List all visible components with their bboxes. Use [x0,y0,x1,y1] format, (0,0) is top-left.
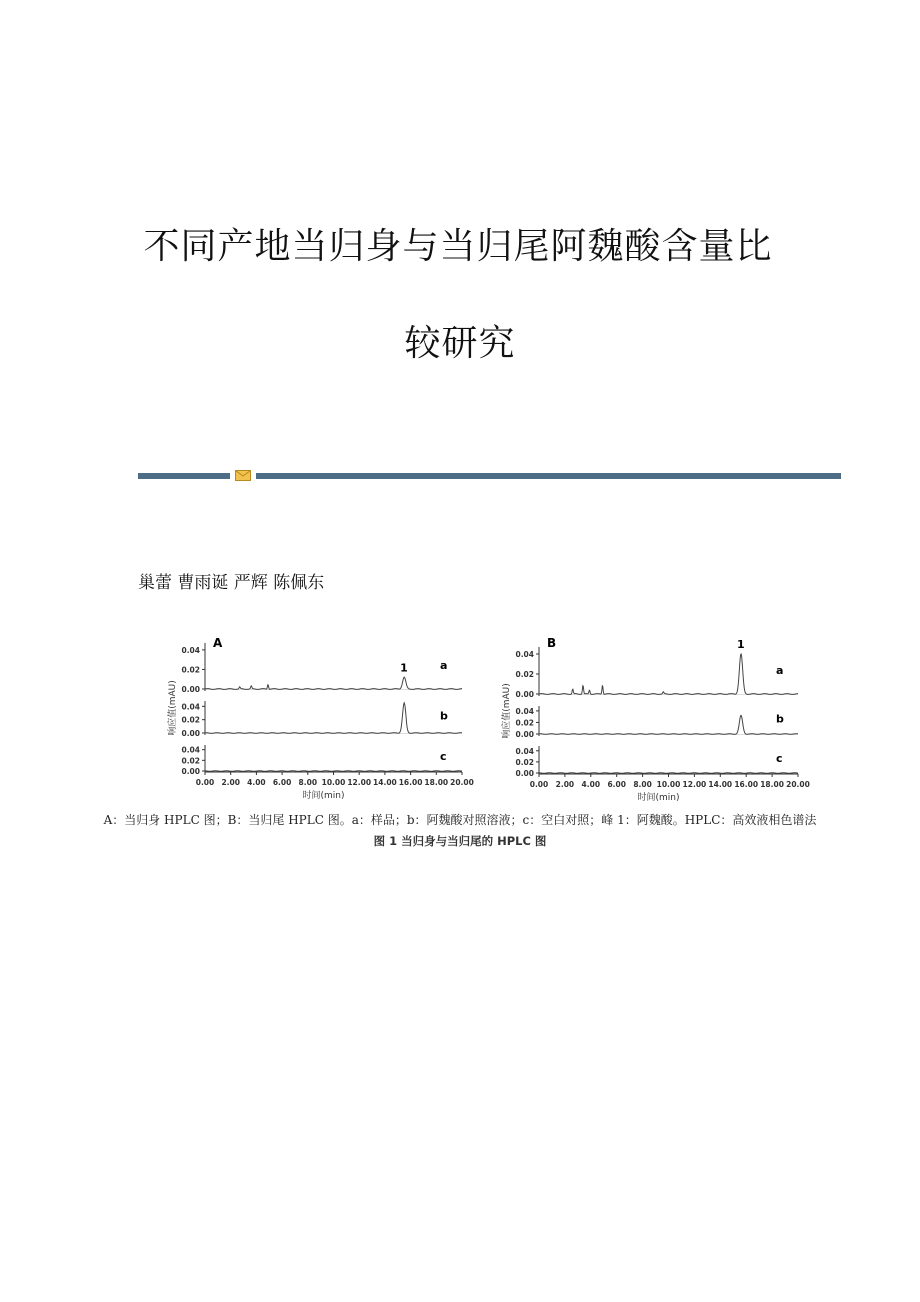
panel-b-y-label: 响应值(mAU) [502,683,512,739]
panel-a-x-tick-label: 10.00 [321,778,346,787]
panel-a-x-label: 时间(min) [302,791,345,801]
panel-b-series-a-label: a [776,663,784,677]
panel-b-a-y-tick-label: 0.04 [515,650,534,659]
panel-a-x-tick-label: 2.00 [221,778,240,787]
panel-b-x-tick-label: 16.00 [734,780,759,789]
panel-a-series-c-label: c [440,750,447,764]
panel-b-x-tick-label: 20.00 [786,780,810,789]
panel-b-trace-b [539,715,798,734]
panel-b-c-y-tick-label: 0.00 [515,769,534,778]
figure-caption: 图 1 当归身与当归尾的 HPLC 图 [373,834,547,848]
panel-b-x-label: 时间(min) [637,793,680,803]
panel-a-x-tick-label: 8.00 [298,778,318,787]
envelope-icon [235,470,251,481]
panel-a-b-y-tick-label: 0.04 [181,702,200,712]
panel-a-peak-label: 1 [400,661,408,675]
panel-a-x-tick-label: 0.00 [195,778,215,787]
panel-b-a-y-tick-label: 0.00 [515,690,534,699]
panel-b-x-tick-label: 6.00 [607,780,626,789]
panel-b-x-tick-label: 4.00 [581,780,601,789]
panel-a-x-tick-label: 18.00 [424,778,449,787]
panel-a-series-b-label: b [440,709,448,723]
panel-a-x-tick-label: 12.00 [347,778,372,787]
panel-a-series-a-label: a [440,659,448,673]
panel-b-x-tick-label: 8.00 [633,780,652,789]
panel-a-x-tick-label: 6.00 [272,778,292,787]
panel-b-b-y-tick-label: 0.02 [515,718,534,728]
panel-a-x-tick-label: 4.00 [247,778,266,787]
panel-b-c-y-tick-label: 0.04 [515,746,534,756]
panel-b-peak-label: 1 [737,638,745,651]
panel-a-b-y-tick-label: 0.00 [181,729,200,738]
panel-a-a-y-tick-label: 0.02 [181,665,200,675]
divider-bar-left [138,473,230,479]
panel-a-label: A [213,636,223,650]
panel-a-x-tick-label: 14.00 [373,778,397,787]
panel-b-a-y-tick-label: 0.02 [515,670,534,679]
panel-a-y-label: 响应值(mAU) [168,680,178,736]
panel-a-b-y-tick-label: 0.02 [181,715,200,725]
panel-a-a-y-tick-label: 0.04 [181,645,200,655]
panel-b-x-tick-label: 18.00 [760,780,784,789]
panel-b-series-b-label: b [776,712,784,726]
panel-b-trace-a [539,654,798,694]
figure-note: A：当归身 HPLC 图；B：当归尾 HPLC 图。a：样品；b：阿魏酸对照溶液；c：空白对照；峰 1：阿魏酸。HPLC：高效液相色谱法 [103,813,817,827]
divider-bar-right [256,473,841,479]
panel-a-trace-b [205,703,462,734]
panel-a-c-y-tick-label: 0.04 [181,745,200,755]
panel-b-b-y-tick-label: 0.04 [515,706,534,716]
panel-b-label: B [547,636,557,650]
title-line-1: 不同产地当归身与当归尾阿魏酸含量比 [143,226,773,267]
panel-b-x-tick-label: 0.00 [529,780,549,789]
panel-a-x-tick-label: 20.00 [450,778,474,787]
title-line-2: 较研究 [404,323,516,364]
panel-b-x-tick-label: 14.00 [708,780,733,789]
panel-b-x-tick-label: 12.00 [682,780,707,789]
section-divider [138,470,841,480]
author-list: 巢蕾 曹雨诞 严辉 陈佩东 [138,573,325,593]
panel-b-b-y-tick-label: 0.00 [515,730,534,739]
panel-b-series-c-label: c [776,751,783,765]
panel-b-c-y-tick-label: 0.02 [515,757,534,767]
panel-b-x-tick-label: 2.00 [555,780,575,789]
panel-a-a-y-tick-label: 0.00 [181,685,200,694]
panel-a-c-y-tick-label: 0.00 [181,767,200,776]
panel-a-trace-a [205,677,462,689]
panel-a-x-tick-label: 16.00 [398,778,423,787]
panel-b-x-tick-label: 10.00 [656,780,681,789]
panel-a-c-y-tick-label: 0.02 [181,756,200,766]
